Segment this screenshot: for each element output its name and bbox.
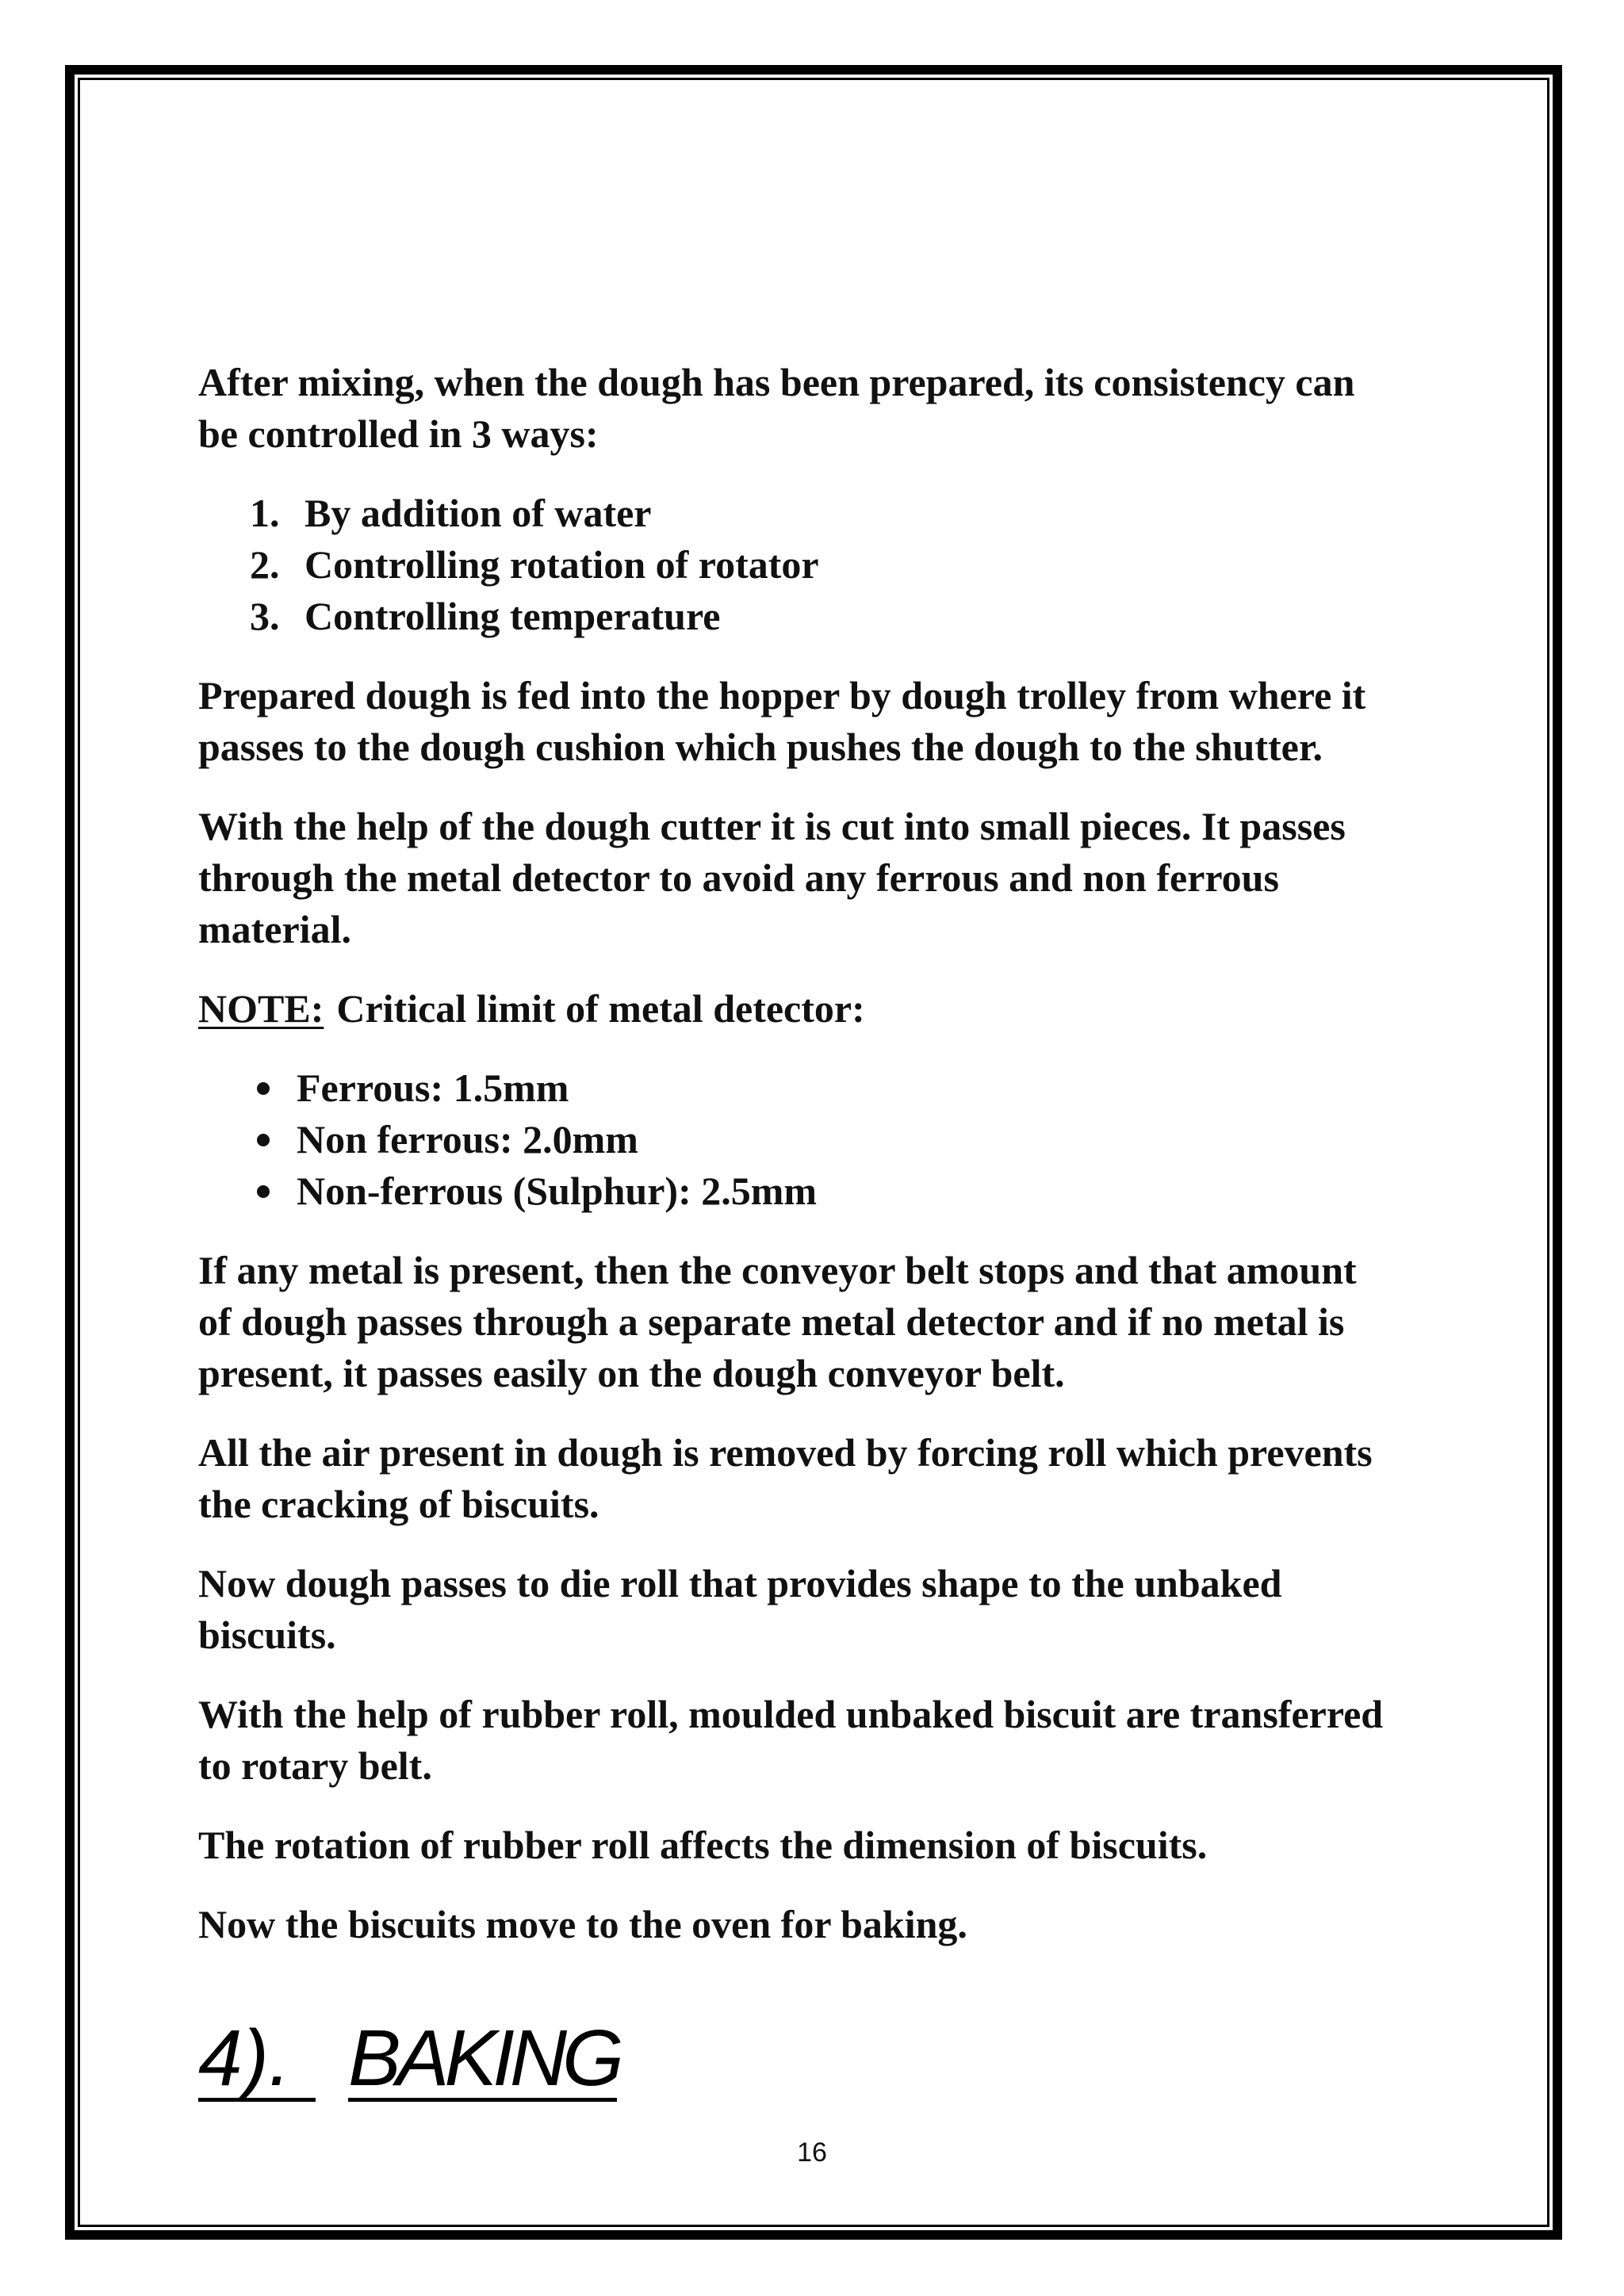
paragraph-die [198,1558,1467,1661]
metal-detector-limits-list [198,1062,1467,1217]
consistency-methods-list [198,488,1467,642]
list-text: Ferrous: 1.5mm [297,1066,569,1110]
list-item [198,539,1467,591]
list-number: 2. [250,542,280,587]
bullet-icon [257,1185,270,1198]
list-item [198,1165,1467,1217]
bullet-icon [257,1134,270,1146]
paragraph-rotation [198,1820,1467,1871]
paragraph-line: of dough passes through a separate metal detector and if no metal is [198,1299,1345,1344]
paragraph-intro [198,357,1467,460]
paragraph-metal [198,1245,1467,1399]
paragraph-line: After mixing, when the dough has been prepared, its consistency can [198,360,1355,404]
note-label: NOTE: [198,986,324,1031]
list-text: By addition of water [304,491,652,535]
paragraph-line: If any metal is present, then the conveyor belt stops and that amount [198,1248,1357,1292]
list-number: 3. [250,594,280,638]
section-title: BAKING [348,2014,619,2103]
paragraph-line: material. [198,907,351,951]
paragraph-line: the cracking of biscuits. [198,1482,599,1526]
list-text: Controlling rotation of rotator [304,542,819,587]
list-text: Non ferrous: 2.0mm [297,1117,638,1161]
list-text: Non-ferrous (Sulphur): 2.5mm [297,1169,818,1213]
paragraph-line: Now the biscuits move to the oven for baking. [198,1902,967,1946]
list-text: Controlling temperature [304,594,721,638]
list-item [198,1114,1467,1165]
paragraph-line: All the air present in dough is removed by forcing roll which prevents [198,1430,1373,1475]
paragraph-line: passes to the dough cushion which pushes the dough to the shutter. [198,725,1323,769]
section-number: 4). [198,2019,316,2102]
paragraph-line: With the help of rubber roll, moulded unbaked biscuit are transferred [198,1692,1384,1736]
list-number: 1. [250,491,280,535]
list-item [198,1062,1467,1114]
paragraph-cutter [198,801,1467,955]
list-item [198,591,1467,642]
page-content [198,357,1467,1978]
paragraph-oven [198,1899,1467,1950]
list-item [198,488,1467,539]
paragraph-line: biscuits. [198,1613,336,1657]
note-text: Critical limit of metal detector: [336,986,865,1031]
paragraph-line: be controlled in 3 ways: [198,411,599,456]
note [198,983,1467,1035]
paragraph-line: through the metal detector to avoid any ferrous and non ferrous [198,855,1279,900]
paragraph-air [198,1427,1467,1530]
paragraph-line: to rotary belt. [198,1743,432,1788]
page-number: 16 [797,2137,827,2168]
paragraph-line: Now dough passes to die roll that provides shape to the unbaked [198,1561,1282,1605]
paragraph-rubber [198,1689,1467,1792]
paragraph-line: The rotation of rubber roll affects the dimension of biscuits. [198,1823,1208,1867]
paragraph-line: With the help of the dough cutter it is cut into small pieces. It passes [198,804,1346,848]
paragraph-line: Prepared dough is fed into the hopper by dough trolley from where it [198,673,1366,718]
paragraph-line: present, it passes easily on the dough conveyor belt. [198,1351,1065,1395]
paragraph-hopper [198,670,1467,773]
bullet-icon [257,1082,270,1095]
